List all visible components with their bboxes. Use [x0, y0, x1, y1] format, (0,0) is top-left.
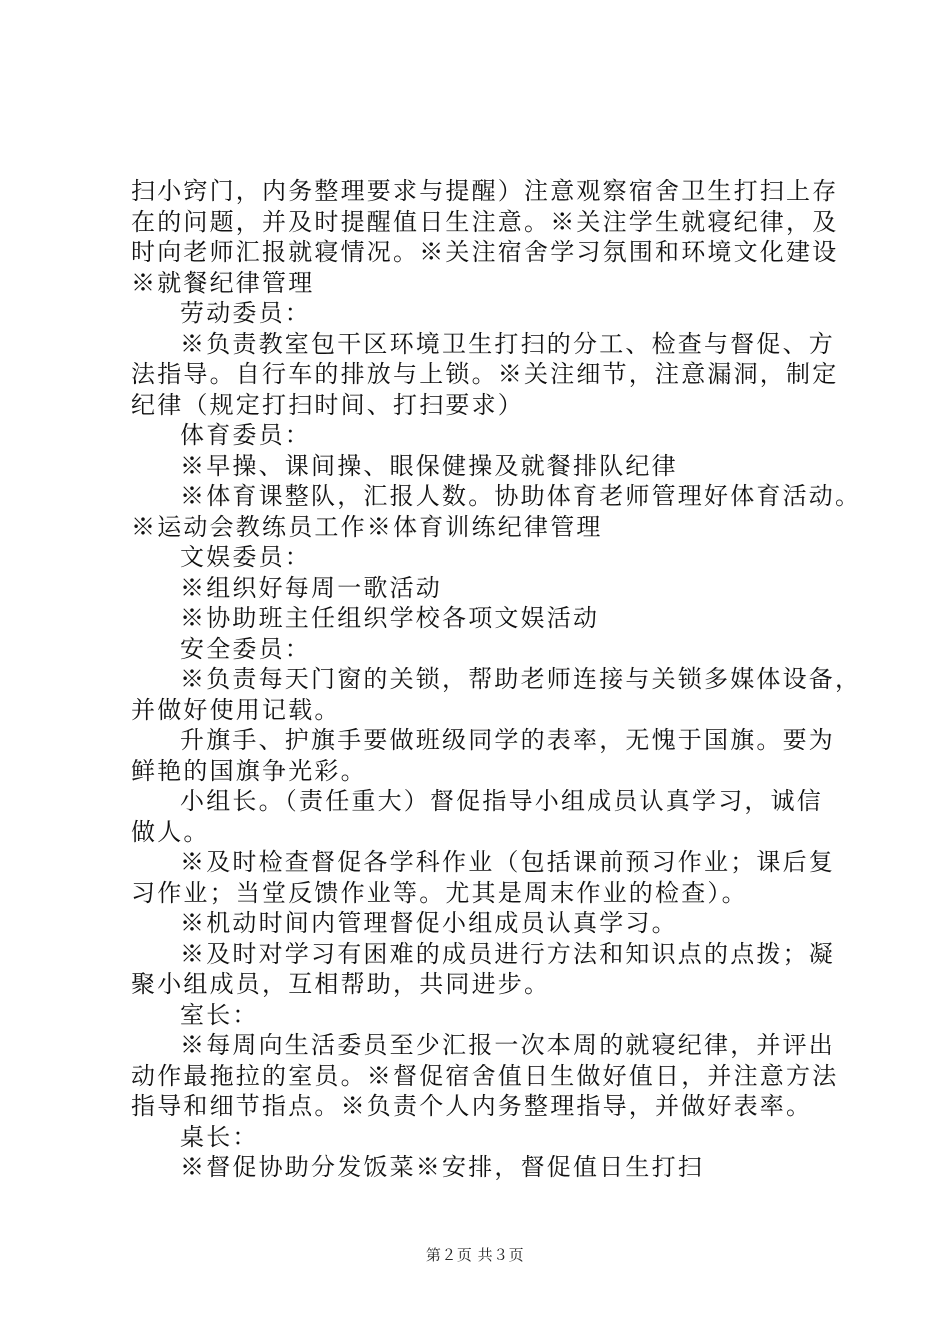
text-line: 并做好使用记载。 — [131, 695, 341, 724]
text-line: 动作最拖拉的室员。※督促宿舍值日生做好值日，并注意方法 — [131, 1061, 839, 1090]
document-body — [131, 176, 862, 1183]
text-line: 安全委员： — [180, 634, 311, 663]
text-line: 做人。 — [131, 817, 210, 846]
text-line: 纪律（规定打扫时间、打扫要求） — [131, 390, 524, 419]
text-line: ※及时对学习有困难的成员进行方法和知识点的点拨；凝 — [180, 939, 835, 968]
text-line: ※机动时间内管理督促小组成员认真学习。 — [180, 909, 678, 937]
text-line: 劳动委员： — [180, 299, 311, 327]
text-line: 体育委员： — [180, 421, 311, 449]
text-line: ※每周向生活委员至少汇报一次本周的就寝纪律，并评出 — [180, 1031, 835, 1059]
text-line: ※体育课整队，汇报人数。协助体育老师管理好体育活动。 — [180, 482, 862, 510]
text-line: ※组织好每周一歌活动 — [180, 573, 442, 602]
text-line: 习作业；当堂反馈作业等。尤其是周末作业的检查）。 — [131, 878, 748, 907]
text-line: 时向老师汇报就寝情况。※关注宿舍学习氛围和环境文化建设 — [131, 238, 839, 266]
text-line: 指导和细节指点。※负责个人内务整理指导，并做好表率。 — [131, 1092, 813, 1120]
text-line: ※早操、课间操、眼保健操及就餐排队纪律 — [180, 451, 678, 480]
text-line: 小组长。（责任重大）督促指导小组成员认真学习，诚信 — [180, 787, 823, 815]
text-line: 扫小窍门，内务整理要求与提醒）注意观察宿舍卫生打扫上存 — [131, 177, 839, 205]
text-line: ※就餐纪律管理 — [131, 268, 315, 297]
text-line: 在的问题，并及时提醒值日生注意。※关注学生就寝纪律，及 — [131, 207, 839, 236]
text-line: ※负责每天门窗的关锁，帮助老师连接与关锁多媒体设备， — [180, 665, 862, 693]
text-line: ※运动会教练员工作※体育训练纪律管理 — [131, 512, 603, 541]
text-line: 聚小组成员，互相帮助，共同进步。 — [131, 970, 551, 998]
text-line: 升旗手、护旗手要做班级同学的表率，无愧于国旗。要为 — [180, 726, 835, 754]
text-line: ※负责教室包干区环境卫生打扫的分工、检查与督促、方 — [180, 329, 835, 358]
text-line: 法指导。自行车的排放与上锁。※关注细节，注意漏洞，制定 — [131, 360, 839, 388]
text-line: 桌长： — [180, 1122, 259, 1151]
text-line: 室长： — [180, 1000, 259, 1029]
text-line: ※及时检查督促各学科作业（包括课前预习作业；课后复 — [180, 848, 835, 876]
text-line: 文娱委员： — [180, 543, 311, 571]
text-line: ※协助班主任组织学校各项文娱活动 — [180, 604, 600, 632]
page-footer: 第２页 共３页 — [425, 1246, 525, 1264]
text-line: 鲜艳的国旗争光彩。 — [131, 756, 367, 785]
text-line: ※督促协助分发饭菜※安排，督促值日生打扫 — [180, 1153, 704, 1181]
